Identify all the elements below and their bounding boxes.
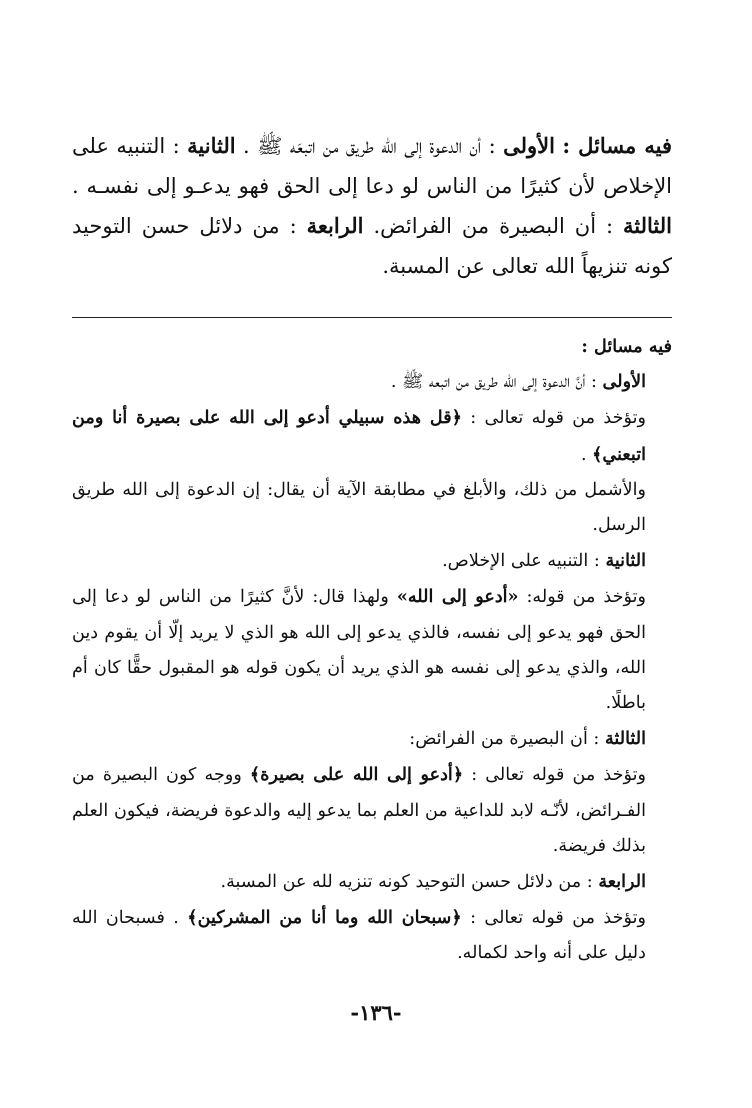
notes-second-text: : التنبيه على الإخلاص. — [442, 551, 600, 572]
notes-first-verse: ﴿قل هذه سبيلي أدعو إلى الله على بصيرة أنا ومن اتبعني﴾ — [72, 407, 646, 465]
notes-second-source-rest: ولهذا قال: لأنَّ كثيرًا من الناس لو دعا إلى الحق فهو يدعو إلى نفسه، فالذي يدعو إلى الله هو الذي لا يريد إلّا أن يقوم دين الله، والذي يدعو إلى نفسه هو الذي يريد أن يكون قوله هو المقبول حقًّا كان أم باطلًا. — [72, 587, 646, 714]
notes-first-source-suffix: . — [580, 444, 587, 465]
main-third-text: : أن البصيرة من الفرائض. — [373, 214, 614, 238]
footnote-divider — [72, 317, 672, 318]
notes-fourth-source — [72, 900, 672, 971]
notes-fourth-source-prefix: وتؤخذ من قوله تعالى : — [470, 908, 646, 929]
notes-fourth-label: الرابعة — [598, 871, 646, 893]
notes-second-source — [72, 579, 672, 721]
notes-first-source — [72, 400, 672, 472]
notes-second-point — [72, 543, 672, 579]
notes-third-source-prefix: وتؤخذ من قوله تعالى : — [471, 765, 646, 786]
main-second-label: الثانية — [187, 133, 236, 158]
notes-first-source-prefix: وتؤخذ من قوله تعالى : — [470, 408, 647, 429]
main-second-text: : التنبيه على الإخلاص لأن كثيرًا من الناس لو دعا إلى الحق فهو يدعـو إلى نفسـه . — [72, 134, 672, 198]
page-number: -١٣٦- — [350, 1000, 402, 1025]
main-first-text: : أن الدعوة إلى الله طريق من اتبعَه ﷺ . — [243, 134, 496, 158]
main-intro: فيه مسائل : — [562, 133, 672, 158]
main-third-label: الثالثة — [623, 213, 672, 238]
notes-third-verse: ﴿أدعو إلى الله على بصيرة﴾ — [249, 764, 464, 786]
notes-second-quote: «أدعو إلى الله» — [396, 586, 519, 608]
notes-third-point — [72, 721, 672, 757]
notes-second-label: الثانية — [605, 550, 646, 572]
notes-first-text: : أنَّ الدعوة إلى الله طريق من اتبعه ﷺ . — [390, 372, 597, 393]
notes-third-source-rest: ووجه كون البصيرة من الفـرائض، لأنّـه لابد للداعية من العلم بما يدعو إليه والدعوة فريضة، فيكون العلم بذلك فريضة. — [72, 765, 646, 856]
commentary-block — [72, 329, 672, 972]
notes-second-source-prefix: وتؤخذ من قوله: — [526, 587, 647, 608]
main-fourth-label: الرابعة — [306, 213, 364, 238]
main-fourth-text: : من دلائل حسن التوحيد كونه تنزيهاً الله تعالى عن المسبة. — [72, 214, 672, 278]
notes-fourth-text: : من دلائل حسن التوحيد كونه تنزيه لله عن المسبة. — [220, 872, 593, 893]
notes-fourth-point — [72, 864, 672, 900]
notes-first-more: والأشمل من ذلك، والأبلغ في مطابقة الآية أن يقال: إن الدعوة إلى الله طريق الرسل. — [72, 479, 646, 536]
notes-heading: فيه مسائل : — [581, 336, 672, 357]
notes-third-text: : أن البصيرة من الفرائض: — [409, 729, 600, 750]
notes-third-label: الثالثة — [604, 728, 646, 750]
notes-first-point — [72, 364, 672, 400]
notes-fourth-source-rest: . فسبحان الله دليل على أنه واحد لكماله. — [72, 908, 646, 964]
main-text-block — [72, 126, 672, 286]
main-first-label: الأولى — [503, 133, 555, 158]
notes-first-label: الأولى — [602, 371, 646, 393]
notes-third-source — [72, 757, 672, 864]
notes-fourth-verse: ﴿سبحان الله وما أنا من المشركين﴾ — [187, 907, 462, 929]
